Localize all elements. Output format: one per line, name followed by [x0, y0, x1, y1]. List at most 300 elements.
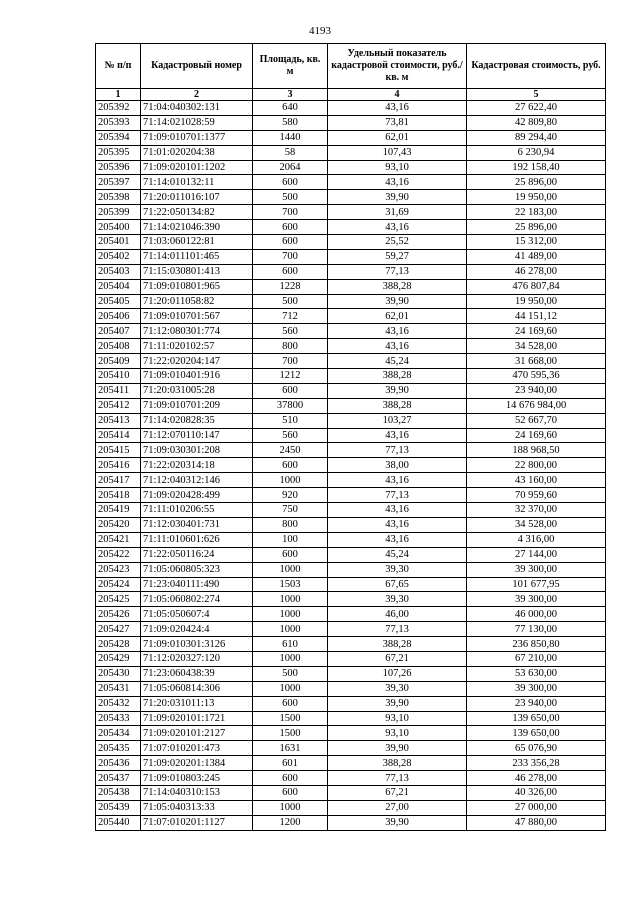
cadastral-cost-cell: 4 316,00 — [467, 532, 606, 547]
row-number-cell: 205439 — [96, 800, 141, 815]
specific-value-cell: 43,16 — [328, 473, 467, 488]
cadastral-cost-cell: 470 595,36 — [467, 369, 606, 384]
cadastral-number-cell: 71:12:020327:120 — [141, 651, 253, 666]
area-cell: 640 — [253, 101, 328, 116]
specific-value-cell: 93,10 — [328, 726, 467, 741]
row-number-cell: 205410 — [96, 369, 141, 384]
specific-value-cell: 77,13 — [328, 771, 467, 786]
row-number-cell: 205427 — [96, 622, 141, 637]
row-number-cell: 205438 — [96, 785, 141, 800]
cadastral-number-cell: 71:14:021046:390 — [141, 220, 253, 235]
table-row — [96, 785, 606, 800]
row-number-cell: 205429 — [96, 651, 141, 666]
area-cell: 600 — [253, 264, 328, 279]
specific-value-cell: 67,21 — [328, 785, 467, 800]
area-cell: 1200 — [253, 815, 328, 830]
cadastral-cost-cell: 42 809,80 — [467, 115, 606, 130]
specific-value-cell: 39,90 — [328, 696, 467, 711]
table-row — [96, 383, 606, 398]
specific-value-cell: 31,69 — [328, 205, 467, 220]
table-row — [96, 681, 606, 696]
row-number-cell: 205404 — [96, 279, 141, 294]
table-row — [96, 130, 606, 145]
area-cell: 600 — [253, 785, 328, 800]
cadastral-number-cell: 71:09:010701:567 — [141, 309, 253, 324]
specific-value-cell: 38,00 — [328, 458, 467, 473]
table-row — [96, 622, 606, 637]
cadastral-number-cell: 71:09:020101:2127 — [141, 726, 253, 741]
row-number-cell: 205434 — [96, 726, 141, 741]
table-row — [96, 220, 606, 235]
area-cell: 600 — [253, 383, 328, 398]
column-index: 2 — [141, 89, 253, 101]
row-number-cell: 205394 — [96, 130, 141, 145]
row-number-cell: 205405 — [96, 294, 141, 309]
specific-value-cell: 46,00 — [328, 607, 467, 622]
column-index: 3 — [253, 89, 328, 101]
cadastral-cost-cell: 19 950,00 — [467, 190, 606, 205]
cadastral-number-cell: 71:23:060438:39 — [141, 666, 253, 681]
area-cell: 600 — [253, 220, 328, 235]
area-cell: 560 — [253, 324, 328, 339]
table-row — [96, 473, 606, 488]
table-row — [96, 800, 606, 815]
specific-value-cell: 39,90 — [328, 741, 467, 756]
row-number-cell: 205416 — [96, 458, 141, 473]
cadastral-cost-cell: 52 667,70 — [467, 413, 606, 428]
table-row — [96, 458, 606, 473]
row-number-cell: 205423 — [96, 562, 141, 577]
table-row — [96, 771, 606, 786]
cadastral-cost-cell: 19 950,00 — [467, 294, 606, 309]
cadastral-cost-cell: 23 940,00 — [467, 383, 606, 398]
specific-value-cell: 27,00 — [328, 800, 467, 815]
row-number-cell: 205420 — [96, 517, 141, 532]
specific-value-cell: 93,10 — [328, 711, 467, 726]
row-number-cell: 205418 — [96, 488, 141, 503]
row-number-cell: 205411 — [96, 383, 141, 398]
area-cell: 700 — [253, 205, 328, 220]
area-cell: 750 — [253, 503, 328, 518]
area-cell: 610 — [253, 637, 328, 652]
cadastral-number-cell: 71:22:020204:147 — [141, 354, 253, 369]
cadastral-number-cell: 71:22:050134:82 — [141, 205, 253, 220]
row-number-cell: 205422 — [96, 547, 141, 562]
specific-value-cell: 388,28 — [328, 369, 467, 384]
specific-value-cell: 67,65 — [328, 577, 467, 592]
cadastral-number-cell: 71:05:040313:33 — [141, 800, 253, 815]
cadastral-number-cell: 71:01:020204:38 — [141, 145, 253, 160]
cadastral-number-cell: 71:12:030401:731 — [141, 517, 253, 532]
specific-value-cell: 43,16 — [328, 101, 467, 116]
specific-value-cell: 43,16 — [328, 532, 467, 547]
area-cell: 1000 — [253, 562, 328, 577]
table-row — [96, 398, 606, 413]
table-row — [96, 369, 606, 384]
cadastral-number-cell: 71:20:031011:13 — [141, 696, 253, 711]
area-cell: 37800 — [253, 398, 328, 413]
specific-value-cell: 388,28 — [328, 756, 467, 771]
table-row — [96, 249, 606, 264]
area-cell: 1503 — [253, 577, 328, 592]
row-number-cell: 205393 — [96, 115, 141, 130]
table-row — [96, 607, 606, 622]
row-number-cell: 205408 — [96, 339, 141, 354]
cadastral-number-cell: 71:07:010201:1127 — [141, 815, 253, 830]
cadastral-table — [95, 43, 606, 831]
specific-value-cell: 62,01 — [328, 130, 467, 145]
table-row — [96, 413, 606, 428]
row-number-cell: 205431 — [96, 681, 141, 696]
cadastral-number-cell: 71:14:010132:11 — [141, 175, 253, 190]
table-row — [96, 815, 606, 830]
area-cell: 1440 — [253, 130, 328, 145]
cadastral-cost-cell: 25 896,00 — [467, 175, 606, 190]
cadastral-number-cell: 71:05:060802:274 — [141, 592, 253, 607]
cadastral-number-cell: 71:22:020314:18 — [141, 458, 253, 473]
row-number-cell: 205403 — [96, 264, 141, 279]
area-cell: 1500 — [253, 711, 328, 726]
specific-value-cell: 43,16 — [328, 220, 467, 235]
table-row — [96, 115, 606, 130]
cadastral-number-cell: 71:09:010803:245 — [141, 771, 253, 786]
row-number-cell: 205425 — [96, 592, 141, 607]
table-row — [96, 324, 606, 339]
cadastral-cost-cell: 15 312,00 — [467, 235, 606, 250]
cadastral-number-cell: 71:14:011101:465 — [141, 249, 253, 264]
page-number: 4193 — [309, 25, 331, 37]
area-cell: 700 — [253, 354, 328, 369]
row-number-cell: 205400 — [96, 220, 141, 235]
cadastral-cost-cell: 139 650,00 — [467, 726, 606, 741]
cadastral-cost-cell: 188 968,50 — [467, 443, 606, 458]
area-cell: 1000 — [253, 592, 328, 607]
table-row — [96, 637, 606, 652]
cadastral-cost-cell: 27 144,00 — [467, 547, 606, 562]
specific-value-cell: 103,27 — [328, 413, 467, 428]
row-number-cell: 205419 — [96, 503, 141, 518]
cadastral-number-cell: 71:11:020102:57 — [141, 339, 253, 354]
table-row — [96, 145, 606, 160]
area-cell: 600 — [253, 458, 328, 473]
cadastral-cost-cell: 31 668,00 — [467, 354, 606, 369]
table-row — [96, 562, 606, 577]
row-number-cell: 205417 — [96, 473, 141, 488]
cadastral-number-cell: 71:09:020101:1721 — [141, 711, 253, 726]
row-number-cell: 205409 — [96, 354, 141, 369]
specific-value-cell: 43,16 — [328, 428, 467, 443]
table-row — [96, 175, 606, 190]
table-row — [96, 488, 606, 503]
row-number-cell: 205415 — [96, 443, 141, 458]
row-number-cell: 205435 — [96, 741, 141, 756]
area-cell: 1228 — [253, 279, 328, 294]
cadastral-cost-cell: 32 370,00 — [467, 503, 606, 518]
area-cell: 2064 — [253, 160, 328, 175]
specific-value-cell: 59,27 — [328, 249, 467, 264]
area-cell: 600 — [253, 547, 328, 562]
specific-value-cell: 39,30 — [328, 562, 467, 577]
area-cell: 510 — [253, 413, 328, 428]
cadastral-number-cell: 71:12:040312:146 — [141, 473, 253, 488]
specific-value-cell: 107,26 — [328, 666, 467, 681]
cadastral-number-cell: 71:11:010601:626 — [141, 532, 253, 547]
specific-value-cell: 45,24 — [328, 547, 467, 562]
cadastral-cost-cell: 46 278,00 — [467, 264, 606, 279]
specific-value-cell: 388,28 — [328, 279, 467, 294]
cadastral-cost-cell: 24 169,60 — [467, 324, 606, 339]
area-cell: 1000 — [253, 651, 328, 666]
row-number-cell: 205432 — [96, 696, 141, 711]
specific-value-cell: 43,16 — [328, 503, 467, 518]
header-cadastral-number: Кадастровый номер — [141, 44, 253, 89]
specific-value-cell: 45,24 — [328, 354, 467, 369]
cadastral-number-cell: 71:14:021028:59 — [141, 115, 253, 130]
row-number-cell: 205401 — [96, 235, 141, 250]
table-row — [96, 205, 606, 220]
area-cell: 580 — [253, 115, 328, 130]
row-number-cell: 205421 — [96, 532, 141, 547]
area-cell: 1631 — [253, 741, 328, 756]
specific-value-cell: 43,16 — [328, 339, 467, 354]
table-row — [96, 503, 606, 518]
table-row — [96, 517, 606, 532]
area-cell: 1000 — [253, 607, 328, 622]
area-cell: 1000 — [253, 473, 328, 488]
cadastral-number-cell: 71:09:010301:3126 — [141, 637, 253, 652]
cadastral-cost-cell: 46 000,00 — [467, 607, 606, 622]
specific-value-cell: 67,21 — [328, 651, 467, 666]
cadastral-cost-cell: 70 959,60 — [467, 488, 606, 503]
specific-value-cell: 107,43 — [328, 145, 467, 160]
area-cell: 500 — [253, 666, 328, 681]
cadastral-number-cell: 71:05:050607:4 — [141, 607, 253, 622]
cadastral-number-cell: 71:09:020424:4 — [141, 622, 253, 637]
area-cell: 100 — [253, 532, 328, 547]
cadastral-number-cell: 71:14:040310:153 — [141, 785, 253, 800]
area-cell: 2450 — [253, 443, 328, 458]
area-cell: 800 — [253, 517, 328, 532]
table-row — [96, 235, 606, 250]
specific-value-cell: 39,90 — [328, 383, 467, 398]
row-number-cell: 205392 — [96, 101, 141, 116]
table-row — [96, 160, 606, 175]
specific-value-cell: 25,52 — [328, 235, 467, 250]
cadastral-number-cell: 71:09:010401:916 — [141, 369, 253, 384]
cadastral-number-cell: 71:03:060122:81 — [141, 235, 253, 250]
row-number-cell: 205398 — [96, 190, 141, 205]
specific-value-cell: 39,90 — [328, 190, 467, 205]
cadastral-cost-cell: 139 650,00 — [467, 711, 606, 726]
table-row — [96, 741, 606, 756]
row-number-cell: 205397 — [96, 175, 141, 190]
cadastral-number-cell: 71:09:010701:209 — [141, 398, 253, 413]
cadastral-cost-cell: 476 807,84 — [467, 279, 606, 294]
table-row — [96, 577, 606, 592]
row-number-cell: 205407 — [96, 324, 141, 339]
cadastral-cost-cell: 39 300,00 — [467, 681, 606, 696]
table-row — [96, 443, 606, 458]
cadastral-number-cell: 71:09:030301:208 — [141, 443, 253, 458]
area-cell: 712 — [253, 309, 328, 324]
cadastral-cost-cell: 25 896,00 — [467, 220, 606, 235]
row-number-cell: 205428 — [96, 637, 141, 652]
cadastral-cost-cell: 67 210,00 — [467, 651, 606, 666]
cadastral-cost-cell: 44 151,12 — [467, 309, 606, 324]
table-row — [96, 532, 606, 547]
row-number-cell: 205396 — [96, 160, 141, 175]
cadastral-cost-cell: 89 294,40 — [467, 130, 606, 145]
cadastral-number-cell: 71:09:020201:1384 — [141, 756, 253, 771]
area-cell: 600 — [253, 696, 328, 711]
row-number-cell: 205412 — [96, 398, 141, 413]
area-cell: 500 — [253, 294, 328, 309]
specific-value-cell: 43,16 — [328, 175, 467, 190]
area-cell: 500 — [253, 190, 328, 205]
cadastral-number-cell: 71:20:031005:28 — [141, 383, 253, 398]
table-row — [96, 756, 606, 771]
specific-value-cell: 77,13 — [328, 488, 467, 503]
cadastral-cost-cell: 22 800,00 — [467, 458, 606, 473]
row-number-cell: 205414 — [96, 428, 141, 443]
cadastral-number-cell: 71:05:060805:323 — [141, 562, 253, 577]
cadastral-number-cell: 71:22:050116:24 — [141, 547, 253, 562]
cadastral-cost-cell: 46 278,00 — [467, 771, 606, 786]
specific-value-cell: 388,28 — [328, 398, 467, 413]
specific-value-cell: 62,01 — [328, 309, 467, 324]
cadastral-number-cell: 71:04:040302:131 — [141, 101, 253, 116]
header-specific-value: Удельный показатель кадастровой стоимости, руб./кв. м — [328, 44, 467, 89]
cadastral-number-cell: 71:07:010201:473 — [141, 741, 253, 756]
table-row — [96, 264, 606, 279]
cadastral-number-cell: 71:20:011058:82 — [141, 294, 253, 309]
row-number-cell: 205413 — [96, 413, 141, 428]
table-header-row — [96, 44, 606, 89]
area-cell: 600 — [253, 235, 328, 250]
cadastral-number-cell: 71:09:020428:499 — [141, 488, 253, 503]
row-number-cell: 205436 — [96, 756, 141, 771]
table-row — [96, 666, 606, 681]
cadastral-number-cell: 71:12:070110:147 — [141, 428, 253, 443]
table-row — [96, 428, 606, 443]
row-number-cell: 205402 — [96, 249, 141, 264]
specific-value-cell: 39,30 — [328, 681, 467, 696]
cadastral-number-cell: 71:14:020828:35 — [141, 413, 253, 428]
specific-value-cell: 77,13 — [328, 264, 467, 279]
cadastral-cost-cell: 39 300,00 — [467, 562, 606, 577]
cadastral-cost-cell: 53 630,00 — [467, 666, 606, 681]
cadastral-cost-cell: 192 158,40 — [467, 160, 606, 175]
table-row — [96, 190, 606, 205]
specific-value-cell: 93,10 — [328, 160, 467, 175]
cadastral-cost-cell: 24 169,60 — [467, 428, 606, 443]
cadastral-cost-cell: 39 300,00 — [467, 592, 606, 607]
specific-value-cell: 73,81 — [328, 115, 467, 130]
cadastral-cost-cell: 40 326,00 — [467, 785, 606, 800]
cadastral-cost-cell: 27 000,00 — [467, 800, 606, 815]
table-row — [96, 592, 606, 607]
cadastral-cost-cell: 34 528,00 — [467, 339, 606, 354]
table-body — [96, 101, 606, 831]
cadastral-number-cell: 71:05:060814:306 — [141, 681, 253, 696]
cadastral-number-cell: 71:09:020101:1202 — [141, 160, 253, 175]
table-row — [96, 309, 606, 324]
column-index: 1 — [96, 89, 141, 101]
row-number-cell: 205395 — [96, 145, 141, 160]
table-row — [96, 711, 606, 726]
row-number-cell: 205399 — [96, 205, 141, 220]
row-number-cell: 205440 — [96, 815, 141, 830]
area-cell: 1000 — [253, 622, 328, 637]
row-number-cell: 205430 — [96, 666, 141, 681]
specific-value-cell: 39,90 — [328, 815, 467, 830]
cadastral-number-cell: 71:09:010801:965 — [141, 279, 253, 294]
cadastral-cost-cell: 77 130,00 — [467, 622, 606, 637]
cadastral-cost-cell: 23 940,00 — [467, 696, 606, 711]
table-row — [96, 696, 606, 711]
area-cell: 58 — [253, 145, 328, 160]
table-row — [96, 294, 606, 309]
cadastral-cost-cell: 34 528,00 — [467, 517, 606, 532]
cadastral-cost-cell: 65 076,90 — [467, 741, 606, 756]
area-cell: 600 — [253, 175, 328, 190]
area-cell: 601 — [253, 756, 328, 771]
specific-value-cell: 39,90 — [328, 294, 467, 309]
area-cell: 1000 — [253, 800, 328, 815]
specific-value-cell: 43,16 — [328, 324, 467, 339]
area-cell: 1500 — [253, 726, 328, 741]
table-row — [96, 279, 606, 294]
area-cell: 600 — [253, 771, 328, 786]
area-cell: 1212 — [253, 369, 328, 384]
cadastral-cost-cell: 101 677,95 — [467, 577, 606, 592]
cadastral-number-cell: 71:12:080301:774 — [141, 324, 253, 339]
table-row — [96, 547, 606, 562]
column-index: 4 — [328, 89, 467, 101]
table-row — [96, 726, 606, 741]
cadastral-cost-cell: 233 356,28 — [467, 756, 606, 771]
row-number-cell: 205437 — [96, 771, 141, 786]
cadastral-number-cell: 71:20:011016:107 — [141, 190, 253, 205]
area-cell: 560 — [253, 428, 328, 443]
table-column-index-row — [96, 89, 606, 101]
cadastral-cost-cell: 27 622,40 — [467, 101, 606, 116]
area-cell: 920 — [253, 488, 328, 503]
table-row — [96, 101, 606, 116]
table-row — [96, 339, 606, 354]
specific-value-cell: 77,13 — [328, 622, 467, 637]
cadastral-cost-cell: 236 850,80 — [467, 637, 606, 652]
column-index: 5 — [467, 89, 606, 101]
cadastral-cost-cell: 6 230,94 — [467, 145, 606, 160]
specific-value-cell: 39,30 — [328, 592, 467, 607]
cadastral-cost-cell: 41 489,00 — [467, 249, 606, 264]
cadastral-cost-cell: 14 676 984,00 — [467, 398, 606, 413]
header-area: Площадь, кв. м — [253, 44, 328, 89]
area-cell: 1000 — [253, 681, 328, 696]
cadastral-number-cell: 71:09:010701:1377 — [141, 130, 253, 145]
header-cadastral-cost: Кадастровая стоимость, руб. — [467, 44, 606, 89]
row-number-cell: 205406 — [96, 309, 141, 324]
cadastral-number-cell: 71:11:010206:55 — [141, 503, 253, 518]
header-row-number: № п/п — [96, 44, 141, 89]
table-row — [96, 651, 606, 666]
cadastral-number-cell: 71:23:040111:490 — [141, 577, 253, 592]
row-number-cell: 205433 — [96, 711, 141, 726]
row-number-cell: 205424 — [96, 577, 141, 592]
cadastral-cost-cell: 47 880,00 — [467, 815, 606, 830]
area-cell: 800 — [253, 339, 328, 354]
